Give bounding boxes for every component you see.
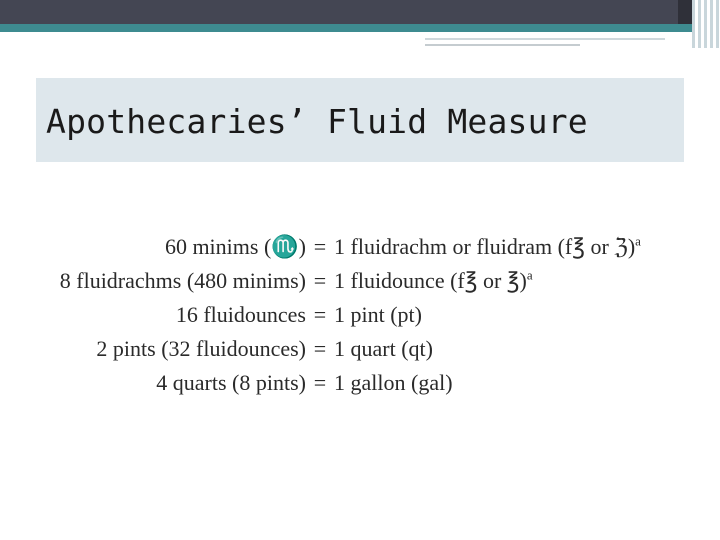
table-row xyxy=(18,230,641,264)
row-lhs: 2 pints (32 fluidounces) xyxy=(96,336,306,361)
accent-line xyxy=(0,24,720,32)
table-row xyxy=(18,366,641,400)
row-rhs-text: 1 quart (qt) xyxy=(334,336,433,361)
row-rhs-text: 1 pint (pt) xyxy=(334,302,422,327)
footnote-marker: a xyxy=(526,267,533,283)
decorative-rule xyxy=(425,44,580,46)
title-box xyxy=(36,78,684,162)
row-rhs xyxy=(334,298,422,332)
decorative-rule xyxy=(425,38,665,40)
row-rhs-text: 1 gallon (gal) xyxy=(334,370,453,395)
row-lhs: 16 fluidounces xyxy=(175,302,306,327)
row-rhs xyxy=(334,230,641,264)
row-equals: = xyxy=(313,336,327,361)
decorative-stripes xyxy=(692,0,720,48)
slide-title: Apothecaries’ Fluid Measure xyxy=(46,102,588,141)
row-rhs xyxy=(334,366,453,400)
row-rhs xyxy=(334,332,433,366)
row-lhs: 60 minims (♏) xyxy=(164,234,306,259)
row-rhs xyxy=(334,264,533,298)
header-bar xyxy=(0,0,720,24)
table-row xyxy=(18,332,641,366)
row-equals: = xyxy=(313,268,327,293)
row-lhs: 4 quarts (8 pints) xyxy=(156,370,306,395)
table-row xyxy=(18,264,641,298)
row-equals: = xyxy=(313,234,327,259)
footnote-marker: a xyxy=(635,233,641,249)
row-rhs-text: 1 fluidrachm or fluidram (f℥ or ℨ) xyxy=(334,234,636,259)
row-lhs: 8 fluidrachms (480 minims) xyxy=(59,268,306,293)
measure-table xyxy=(18,230,641,400)
row-equals: = xyxy=(313,302,327,327)
row-rhs-text: 1 fluidounce (f℥ or ℥) xyxy=(334,268,527,293)
table-row xyxy=(18,298,641,332)
row-equals: = xyxy=(313,370,327,395)
